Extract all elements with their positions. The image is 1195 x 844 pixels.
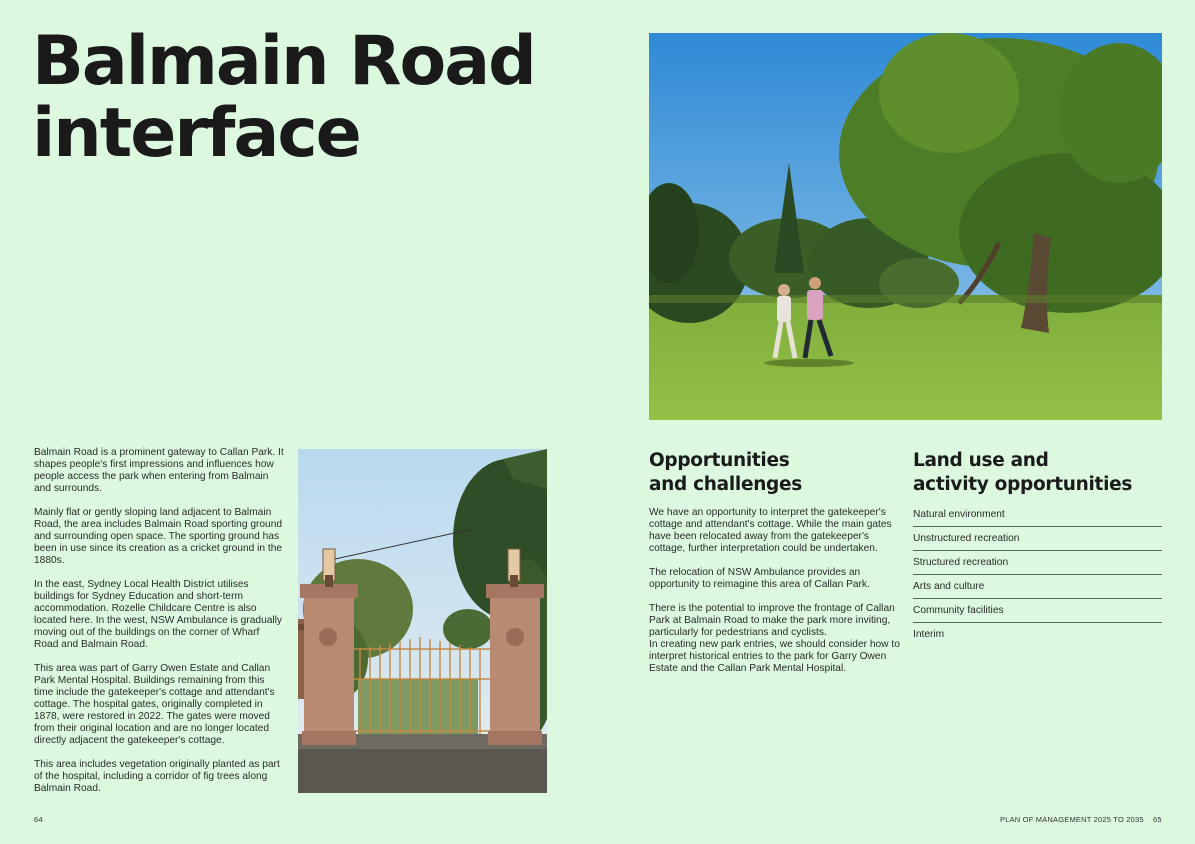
list-item: Community facilities (913, 599, 1162, 623)
hospital-gates-photo (298, 449, 547, 793)
land-use-heading: Land use and activity opportunities (913, 450, 1133, 495)
document-title: PLAN OF MANAGEMENT 2025 TO 2035 (1000, 815, 1144, 824)
paragraph: In the east, Sydney Local Health District utilises buildings for Sydney Education and short-term accommodation. Rozelle Childcare Centre is also located here. In the west, NSW Ambulance is gradually moving out of the buildings on the corner of Wharf Road and Balmain Road. (34, 579, 283, 650)
paragraph: We have an opportunity to interpret the gatekeeper's cottage and attendant's cottage. While the main gates have been relocated away from the gatekeeper's cottage, further interpretation could be undertaken. (649, 507, 892, 554)
list-item: Unstructured recreation (913, 527, 1162, 551)
list-item: Interim (913, 629, 945, 640)
land-use-list (913, 503, 1162, 646)
paragraph: Mainly flat or gently sloping land adjacent to Balmain Road, the area includes Balmain Road sporting ground and surrounding open space. The sporting ground has been in use since its creation as a cricket ground in the 1880s. (34, 507, 283, 566)
page-number-left: 64 (34, 815, 43, 824)
paragraph: Balmain Road is a prominent gateway to Callan Park. It shapes people's first impressions and influences how people access the park when entering from Balmain and surrounds. (34, 447, 284, 494)
page-number-right: 65 (1153, 815, 1162, 824)
list-item: Arts and culture (913, 575, 1162, 599)
list-item: Structured recreation (913, 551, 1162, 575)
paragraph: This area includes vegetation originally planted as part of the hospital, including a corridor of fig trees along Balmain Road. (34, 759, 280, 794)
paragraph: There is the potential to improve the frontage of Callan Park at Balmain Road to make the park more inviting, particularly for pedestrians and cyclists. In creating new park entries, we should consider how to interpret historical entries to the park for Garry Owen Estate and the Callan Park Mental Hospital. (649, 603, 900, 674)
paragraph: The relocation of NSW Ambulance provides an opportunity to reimagine this area of Callan Park. (649, 567, 870, 590)
park-walkers-photo (649, 33, 1162, 420)
list-item: Natural environment (913, 503, 1162, 527)
opportunities-text (649, 507, 901, 687)
paragraph: This area was part of Garry Owen Estate and Callan Park Mental Hospital. Buildings remaining from this time include the gatekeeper's cottage and attendant's cottage. The hospital gates, originally completed in 1878, were restored in 2022. The gates were moved from their original location and are no longer located directly adjacent the gatekeeper's cottage. (34, 663, 275, 746)
intro-text (34, 447, 284, 807)
opportunities-heading: Opportunities and challenges (649, 450, 802, 495)
page-title: Balmain Road interface (32, 22, 535, 173)
